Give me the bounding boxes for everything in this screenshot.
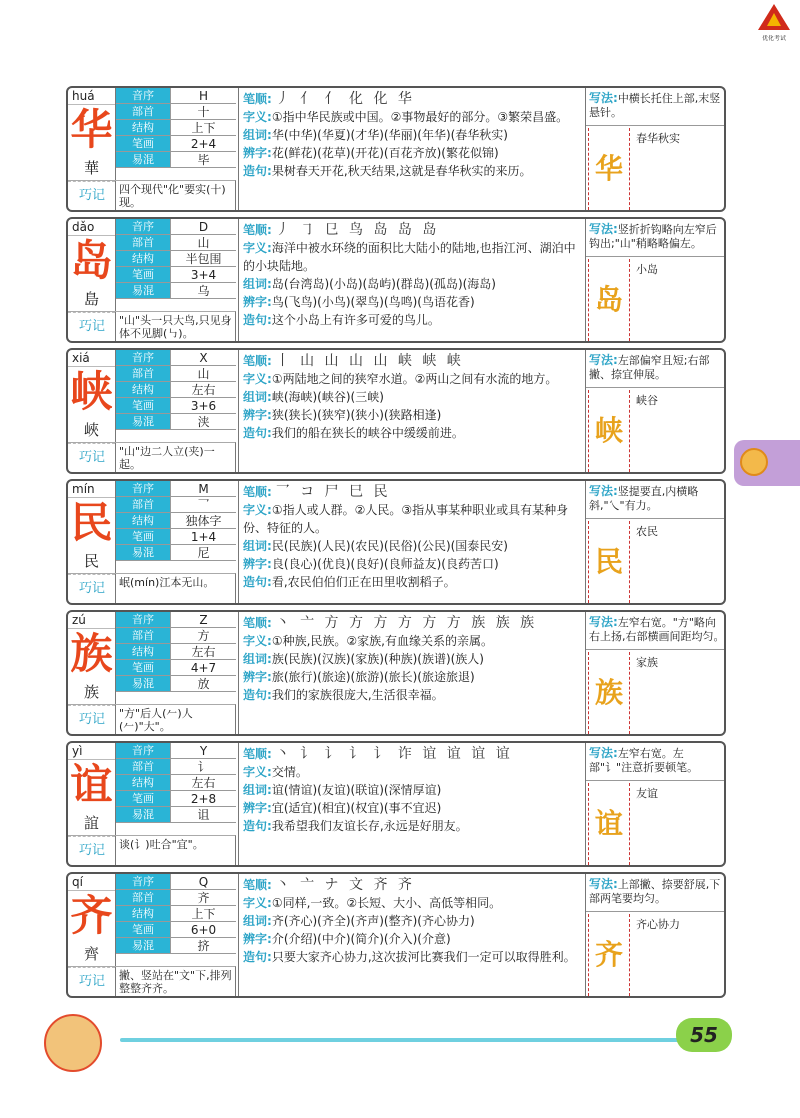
words-label: 组词: — [243, 539, 272, 553]
confuse-value: 毕 — [170, 152, 236, 167]
radical-label: 部首 — [116, 104, 170, 119]
writing-label: 写法: — [589, 615, 618, 629]
strokes-label: 笔画 — [116, 398, 170, 413]
sentence-label: 造句: — [243, 575, 272, 589]
stroke-sequence: 丶 讠 讠 讠 讠 诈 谊 谊 谊 谊 — [275, 746, 513, 762]
meaning-text: 海洋中被水环绕的面积比大陆小的陆地,也指江河、湖泊中的小块陆地。 — [243, 241, 576, 273]
order-label: 音序 — [116, 612, 170, 627]
practice-grid — [588, 521, 630, 603]
stroke-sequence: 丿 亻 亻 化 化 华 — [275, 91, 415, 107]
writing-column — [586, 743, 726, 865]
order-value: Z — [170, 612, 236, 627]
stroke-sequence: 丶 亠 方 方 方 方 方 方 族 族 族 — [275, 615, 538, 631]
writing-label: 写法: — [589, 877, 618, 891]
meaning-label: 字义: — [243, 503, 272, 517]
confuse-label: 易混 — [116, 938, 170, 953]
practice-grid — [588, 783, 630, 865]
order-label: 音序 — [116, 743, 170, 758]
illustration-caption: 峡谷 — [636, 394, 658, 407]
radical-value: 十 — [170, 104, 236, 119]
sentence-text: 我们的家族很庞大,生活很幸福。 — [271, 688, 444, 702]
structure-label: 结构 — [116, 906, 170, 921]
words-text: 岛(台湾岛)(小岛)(岛屿)(群岛)(孤岛)(海岛) — [271, 277, 496, 291]
char-column — [68, 612, 116, 734]
words-label: 组词: — [243, 128, 272, 142]
stroke-order-label: 笔顺: — [243, 92, 272, 106]
traditional-character: 峽 — [68, 417, 115, 444]
tip-label: 巧记 — [68, 704, 116, 734]
words-text: 族(民族)(汉族)(家族)(种族)(族谱)(族人) — [271, 652, 484, 666]
stroke-order-label: 笔顺: — [243, 354, 272, 368]
radical-value: 乛 — [170, 497, 236, 512]
side-tab — [734, 440, 800, 486]
writing-tip — [586, 481, 726, 519]
lion-face-icon — [740, 448, 768, 476]
memory-tip: 四个现代"化"要实(十)现。 — [116, 180, 236, 210]
distinguish-label: 辨字: — [243, 146, 272, 160]
writing-tip — [586, 612, 726, 650]
writing-label: 写法: — [589, 484, 618, 498]
practice-grid — [588, 390, 630, 472]
main-character: 齐 — [70, 891, 113, 940]
distinguish-text: 旅(旅行)(旅途)(旅游)(旅长)(旅途旅退) — [271, 670, 475, 684]
writing-label: 写法: — [589, 746, 618, 760]
char-column — [68, 350, 116, 472]
order-label: 音序 — [116, 481, 170, 496]
pinyin: yì — [68, 743, 115, 760]
structure-value: 上下 — [170, 120, 236, 135]
writing-tip — [586, 743, 726, 781]
writing-tip — [586, 874, 726, 912]
meaning-text: ①种族,民族。②家族,有血缘关系的亲属。 — [271, 634, 493, 648]
stroke-sequence: 乛 コ 尸 巳 民 — [275, 484, 391, 500]
details-column — [238, 481, 586, 603]
character-entry — [66, 741, 726, 867]
illustration — [632, 521, 726, 603]
illustration — [632, 128, 726, 210]
character-entry — [66, 86, 726, 212]
radical-label: 部首 — [116, 759, 170, 774]
info-table — [116, 219, 236, 315]
radical-label: 部首 — [116, 628, 170, 643]
details-column — [238, 874, 586, 996]
char-column — [68, 874, 116, 996]
logo-triangle-icon — [758, 4, 790, 30]
structure-label: 结构 — [116, 251, 170, 266]
main-character: 岛 — [70, 236, 113, 285]
sentence-text: 我们的船在狭长的峡谷中缓缓前进。 — [271, 426, 464, 440]
pinyin: xiá — [68, 350, 115, 367]
illustration — [632, 783, 726, 865]
radical-value: 方 — [170, 628, 236, 643]
practice-grid — [588, 259, 630, 341]
meaning-label: 字义: — [243, 765, 272, 779]
strokes-value: 2+8 — [170, 791, 236, 806]
stroke-sequence: 丶 亠 ナ 文 齐 齐 — [275, 877, 415, 893]
memory-tip: "方"后人(𠂉)人(𠂉)"大"。 — [116, 704, 236, 734]
stroke-order-label: 笔顺: — [243, 878, 272, 892]
traditional-character: 島 — [68, 286, 115, 313]
main-character: 华 — [70, 105, 113, 154]
logo-text: 优化考试 — [762, 34, 786, 42]
strokes-label: 笔画 — [116, 267, 170, 282]
tip-label: 巧记 — [68, 180, 116, 210]
words-text: 谊(情谊)(友谊)(联谊)(深情厚谊) — [271, 783, 442, 797]
words-label: 组词: — [243, 783, 272, 797]
order-label: 音序 — [116, 219, 170, 234]
confuse-label: 易混 — [116, 152, 170, 167]
radical-value: 山 — [170, 235, 236, 250]
confuse-value: 尼 — [170, 545, 236, 560]
footer-line — [120, 1038, 720, 1042]
details-column — [238, 743, 586, 865]
memory-tip: "山"头一只大鸟,只见身体不见脚(㇉)。 — [116, 311, 236, 341]
writing-tip — [586, 88, 726, 126]
writing-tip — [586, 350, 726, 388]
order-label: 音序 — [116, 350, 170, 365]
writing-column — [586, 481, 726, 603]
confuse-label: 易混 — [116, 807, 170, 822]
confuse-value: 乌 — [170, 283, 236, 298]
order-value: D — [170, 219, 236, 234]
mascot-icon — [44, 1014, 102, 1072]
character-entry — [66, 348, 726, 474]
writing-text: 竖折折钩略向左窄后钩出;"山"稍略略偏左。 — [589, 223, 717, 250]
sentence-label: 造句: — [243, 313, 272, 327]
illustration-caption: 齐心协力 — [636, 918, 680, 931]
writing-tip — [586, 219, 726, 257]
writing-text: 中横长托住上部,末竖悬针。 — [589, 92, 721, 119]
writing-label: 写法: — [589, 222, 618, 236]
stroke-order-label: 笔顺: — [243, 747, 272, 761]
sentence-text: 果树春天开花,秋天结果,这就是春华秋实的来历。 — [271, 164, 532, 178]
main-character: 族 — [70, 629, 113, 678]
distinguish-label: 辨字: — [243, 670, 272, 684]
practice-grid — [588, 652, 630, 734]
confuse-label: 易混 — [116, 414, 170, 429]
writing-column — [586, 350, 726, 472]
strokes-value: 1+4 — [170, 529, 236, 544]
words-text: 峡(海峡)(峡谷)(三峡) — [271, 390, 384, 404]
grid-character: 齐 — [594, 938, 623, 971]
meaning-label: 字义: — [243, 634, 272, 648]
sentence-text: 只要大家齐心协力,这次拔河比赛我们一定可以取得胜利。 — [271, 950, 576, 964]
character-entry — [66, 610, 726, 736]
writing-column — [586, 219, 726, 341]
sentence-label: 造句: — [243, 950, 272, 964]
grid-character: 民 — [594, 545, 623, 578]
strokes-label: 笔画 — [116, 660, 170, 675]
distinguish-text: 花(鲜花)(花草)(开花)(百花齐放)(繁花似锦) — [271, 146, 499, 160]
radical-value: 山 — [170, 366, 236, 381]
tip-label: 巧记 — [68, 442, 116, 472]
memory-tip: "山"边二人立(夹)一起。 — [116, 442, 236, 472]
writing-text: 左部偏窄且短;右部撇、捺宜伸展。 — [589, 354, 710, 381]
meaning-label: 字义: — [243, 372, 272, 386]
confuse-value: 放 — [170, 676, 236, 691]
character-entry — [66, 479, 726, 605]
pinyin: zú — [68, 612, 115, 629]
structure-label: 结构 — [116, 120, 170, 135]
distinguish-text: 良(良心)(优良)(良好)(良师益友)(良药苦口) — [271, 557, 499, 571]
traditional-character: 民 — [68, 548, 115, 575]
strokes-value: 6+0 — [170, 922, 236, 937]
info-table — [116, 874, 236, 970]
info-table — [116, 481, 236, 577]
writing-text: 竖提要直,内横略斜,"乀"有力。 — [589, 485, 699, 512]
illustration — [632, 390, 726, 472]
details-column — [238, 219, 586, 341]
words-label: 组词: — [243, 914, 272, 928]
structure-value: 半包围 — [170, 251, 236, 266]
sentence-label: 造句: — [243, 426, 272, 440]
traditional-character: 齊 — [68, 941, 115, 968]
info-table — [116, 88, 236, 184]
illustration-caption: 农民 — [636, 525, 658, 538]
details-column — [238, 88, 586, 210]
order-value: Q — [170, 874, 236, 889]
structure-label: 结构 — [116, 775, 170, 790]
distinguish-label: 辨字: — [243, 932, 272, 946]
writing-text: 上部撇、捺要舒展,下部两笔要均匀。 — [589, 878, 721, 905]
stroke-sequence: 丿 ㇆ 㔾 鸟 岛 岛 岛 — [275, 222, 440, 238]
strokes-value: 2+4 — [170, 136, 236, 151]
words-text: 齐(齐心)(齐全)(齐声)(整齐)(齐心协力) — [271, 914, 475, 928]
distinguish-text: 狭(狭长)(狭窄)(狭小)(狭路相逢) — [271, 408, 442, 422]
character-entry — [66, 217, 726, 343]
strokes-label: 笔画 — [116, 136, 170, 151]
grid-character: 华 — [594, 152, 623, 185]
character-entry — [66, 872, 726, 998]
grid-character: 峡 — [594, 414, 623, 447]
distinguish-label: 辨字: — [243, 295, 272, 309]
page-footer — [40, 1010, 800, 1070]
structure-value: 左右 — [170, 644, 236, 659]
grid-character: 谊 — [594, 807, 623, 840]
practice-grid — [588, 128, 630, 210]
illustration — [632, 259, 726, 341]
illustration — [632, 652, 726, 734]
strokes-value: 3+4 — [170, 267, 236, 282]
structure-value: 独体字 — [170, 513, 236, 528]
structure-value: 左右 — [170, 382, 236, 397]
pinyin: qí — [68, 874, 115, 891]
order-value: Y — [170, 743, 236, 758]
words-label: 组词: — [243, 652, 272, 666]
confuse-value: 挤 — [170, 938, 236, 953]
pinyin: huá — [68, 88, 115, 105]
tip-label: 巧记 — [68, 573, 116, 603]
writing-label: 写法: — [589, 91, 618, 105]
illustration-caption: 春华秋实 — [636, 132, 680, 145]
distinguish-text: 宜(适宜)(相宜)(权宜)(事不宜迟) — [271, 801, 442, 815]
main-character: 民 — [70, 498, 113, 547]
order-value: M — [170, 481, 236, 496]
tip-label: 巧记 — [68, 835, 116, 865]
radical-label: 部首 — [116, 366, 170, 381]
distinguish-text: 介(介绍)(中介)(简介)(介入)(介意) — [271, 932, 451, 946]
char-column — [68, 88, 116, 210]
radical-label: 部首 — [116, 497, 170, 512]
structure-value: 左右 — [170, 775, 236, 790]
order-label: 音序 — [116, 874, 170, 889]
structure-label: 结构 — [116, 382, 170, 397]
memory-tip: 撇、竖站在"文"下,排列整整齐齐。 — [116, 966, 236, 996]
distinguish-label: 辨字: — [243, 408, 272, 422]
structure-label: 结构 — [116, 644, 170, 659]
practice-grid — [588, 914, 630, 996]
writing-column — [586, 88, 726, 210]
grid-character: 族 — [594, 676, 623, 709]
info-table — [116, 612, 236, 708]
meaning-text: ①同样,一致。②长短、大小、高低等相同。 — [271, 896, 502, 910]
words-label: 组词: — [243, 277, 272, 291]
sentence-text: 我希望我们友谊长存,永远是好朋友。 — [271, 819, 468, 833]
confuse-value: 诅 — [170, 807, 236, 822]
structure-label: 结构 — [116, 513, 170, 528]
stroke-sequence: 丨 山 山 山 山 峡 峡 峡 — [275, 353, 464, 369]
stroke-order-label: 笔顺: — [243, 485, 272, 499]
confuse-label: 易混 — [116, 283, 170, 298]
illustration-caption: 家族 — [636, 656, 658, 669]
words-label: 组词: — [243, 390, 272, 404]
sentence-label: 造句: — [243, 688, 272, 702]
writing-text: 左窄右宽。左部"讠"注意折要顿笔。 — [589, 747, 699, 774]
strokes-label: 笔画 — [116, 529, 170, 544]
meaning-text: ①指人或人群。②人民。③指从事某种职业或具有某种身份、特征的人。 — [243, 503, 569, 535]
memory-tip: 岷(mín)江本无山。 — [116, 573, 236, 603]
tip-label: 巧记 — [68, 311, 116, 341]
order-value: H — [170, 88, 236, 103]
sentence-text: 这个小岛上有许多可爱的鸟儿。 — [271, 313, 440, 327]
confuse-label: 易混 — [116, 545, 170, 560]
writing-label: 写法: — [589, 353, 618, 367]
illustration-caption: 小岛 — [636, 263, 658, 276]
confuse-value: 浃 — [170, 414, 236, 429]
char-column — [68, 219, 116, 341]
meaning-label: 字义: — [243, 896, 272, 910]
grid-character: 岛 — [594, 283, 623, 316]
radical-value: 讠 — [170, 759, 236, 774]
pinyin: dǎo — [68, 219, 115, 236]
meaning-label: 字义: — [243, 241, 272, 255]
character-entries — [66, 86, 726, 1003]
sentence-text: 看,农民伯伯们正在田里收割稻子。 — [271, 575, 456, 589]
words-text: 华(中华)(华夏)(才华)(华丽)(年华)(春华秋实) — [271, 128, 508, 142]
details-column — [238, 612, 586, 734]
words-text: 民(民族)(人民)(农民)(民俗)(公民)(国泰民安) — [271, 539, 508, 553]
meaning-text: 交情。 — [271, 765, 308, 779]
pinyin: mín — [68, 481, 115, 498]
stroke-order-label: 笔顺: — [243, 223, 272, 237]
meaning-text: ①指中华民族或中国。②事物最好的部分。③繁荣昌盛。 — [271, 110, 569, 124]
details-column — [238, 350, 586, 472]
illustration — [632, 914, 726, 996]
writing-text: 左窄右宽。"方"略向右上扬,右部横画间距均匀。 — [589, 616, 725, 643]
publisher-logo — [752, 4, 796, 50]
order-value: X — [170, 350, 236, 365]
tip-label: 巧记 — [68, 966, 116, 996]
confuse-label: 易混 — [116, 676, 170, 691]
char-column — [68, 743, 116, 865]
traditional-character: 族 — [68, 679, 115, 706]
writing-column — [586, 874, 726, 996]
strokes-value: 3+6 — [170, 398, 236, 413]
char-column — [68, 481, 116, 603]
writing-column — [586, 612, 726, 734]
distinguish-label: 辨字: — [243, 801, 272, 815]
strokes-label: 笔画 — [116, 791, 170, 806]
radical-label: 部首 — [116, 235, 170, 250]
traditional-character: 華 — [68, 155, 115, 182]
sentence-label: 造句: — [243, 164, 272, 178]
page-number: 55 — [676, 1018, 732, 1052]
distinguish-text: 鸟(飞鸟)(小鸟)(翠鸟)(鸟鸣)(鸟语花香) — [271, 295, 475, 309]
radical-label: 部首 — [116, 890, 170, 905]
radical-value: 齐 — [170, 890, 236, 905]
structure-value: 上下 — [170, 906, 236, 921]
main-character: 峡 — [70, 367, 113, 416]
distinguish-label: 辨字: — [243, 557, 272, 571]
memory-tip: 谈(讠)吐合"宜"。 — [116, 835, 236, 865]
strokes-value: 4+7 — [170, 660, 236, 675]
stroke-order-label: 笔顺: — [243, 616, 272, 630]
meaning-label: 字义: — [243, 110, 272, 124]
meaning-text: ①两陆地之间的狭窄水道。②两山之间有水流的地方。 — [271, 372, 558, 386]
info-table — [116, 743, 236, 839]
main-character: 谊 — [70, 760, 113, 809]
illustration-caption: 友谊 — [636, 787, 658, 800]
info-table — [116, 350, 236, 446]
traditional-character: 誼 — [68, 810, 115, 837]
sentence-label: 造句: — [243, 819, 272, 833]
order-label: 音序 — [116, 88, 170, 103]
strokes-label: 笔画 — [116, 922, 170, 937]
